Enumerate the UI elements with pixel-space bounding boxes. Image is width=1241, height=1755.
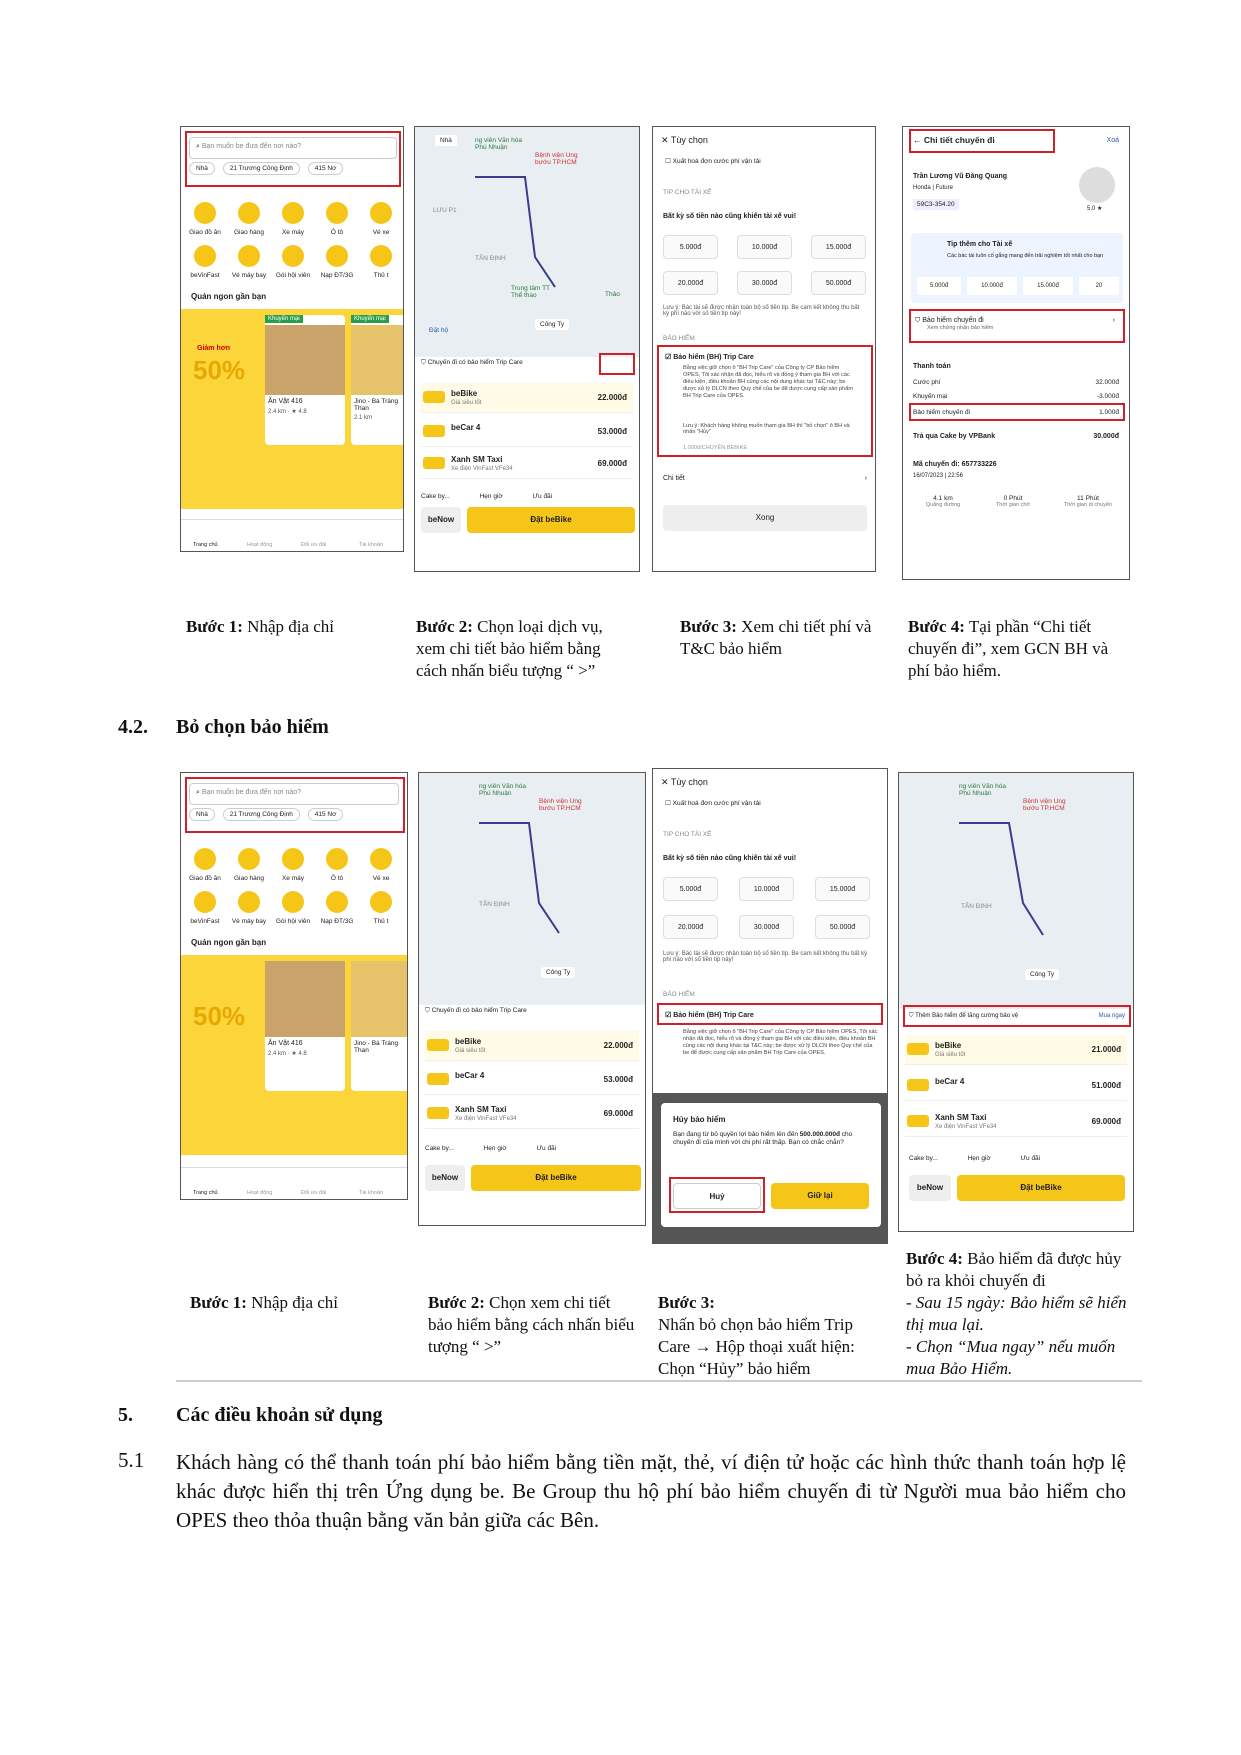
food-name-1: Ăn Vặt 416 (268, 398, 303, 405)
food-image-2 (351, 325, 404, 395)
options-screenshot-2: ✕ Tùy chọn ☐ Xuất hoá đơn cước phí vận tải TIP CHO TÀI XẾ Bất kỳ số tiền nào cũng khiến tài xế vui! 5.000đ 10.000đ 15.000đ 20.000đ 30.000đ 50.000đ Lưu ý: Bác tài sẽ được nhận toàn bộ số tiền tip. Be cam kết không thu bất kỳ phí nào với số tiền tip này! BẢO HIỂM ☑ Bảo hiểm (BH) Trip Care Bằng việc giữ chọn ô "BH Trip Care" của Công ty CP Bảo hiểm OPES, Tôi xác nhận đã đọc, hiểu rõ và đồng ý tham gia BH với các điều kiện, điều khoản BH cùng các nội dung khác tại T&C này; be được xử lý DLCN theo Quy chế của be để được cung cấp sản phẩm BH Trip Care của OPES. Hủy bảo hiểm Bạn đang từ bỏ quyền lợi bảo hiểm lên đến 500.000.000đ cho chuyến đi của mình với chi phí rất thấp. Bạn có chắc chắn? Huỷ Giữ lại (652, 768, 888, 1244)
quick-address-2[interactable]: 415 Nơ (308, 162, 344, 175)
becar-icon (423, 425, 445, 437)
trip-code: Mã chuyến đi: 657733226 (913, 461, 997, 468)
bebike-icon (427, 1039, 449, 1051)
pay-header: Thanh toán (913, 363, 951, 370)
plane-icon (238, 245, 260, 267)
bike-icon (282, 848, 304, 870)
map-place-1: ng viên Văn hóa Phú Nhuận (475, 137, 522, 151)
food-meta-2: 2.1 km (354, 415, 373, 421)
food-card-2[interactable] (351, 315, 404, 445)
book-button[interactable]: Đặt beBike (467, 507, 635, 533)
food-card-4[interactable]: Jino - Bá Tráng Than (351, 961, 408, 1091)
ins-text: Bằng việc giữ chọn ô "BH Trip Care" của Công ty CP Bảo hiểm OPES, Tôi xác nhận đã đọc, hiểu rõ và đồng ý tham gia BH với các điều kiện, điều khoản BH cùng các nội dung khác tại T&C này; be được xử lý DLCN theo Quy chế của be để được cung cấp sản phẩm BH Trip Care của OPES. (683, 365, 853, 399)
service-row-taxi-2[interactable]: Xanh SM Taxi Xe điện VinFast VFe34 69.000đ (425, 1099, 639, 1129)
dialog-keep-button[interactable]: Giữ lại (771, 1183, 869, 1209)
shield-icon: ⛉ (421, 359, 426, 366)
service-vinfast[interactable]: beVinFast (185, 245, 225, 279)
divider (176, 1380, 1142, 1382)
booking-screenshot-3 (898, 772, 1134, 1232)
more-icon (370, 245, 392, 267)
trip-detail-screenshot (902, 126, 1130, 580)
chevron-right-icon: › (1112, 317, 1115, 324)
filter-schedule[interactable]: Hẹn giờ (479, 493, 503, 500)
taxi-icon (423, 457, 445, 469)
tip-30000[interactable]: 30.000đ (737, 271, 792, 295)
detail-link[interactable]: Chi tiết › (663, 475, 867, 482)
promo-tag: Khuyến mại (265, 315, 303, 323)
promo-small: Giảm hơn (197, 345, 230, 352)
nearby-title[interactable]: Quán ngon gần bạn (191, 292, 267, 301)
map-home-chip[interactable]: Nhà (435, 135, 457, 146)
buy-now-link[interactable]: Mua ngay (1098, 1013, 1125, 1019)
section-4-2-number: 4.2. (118, 716, 148, 738)
quick-places-2: Nhà 21 Trương Công Định 415 Nơ (189, 811, 401, 818)
more-icon (370, 891, 392, 913)
service-flight[interactable]: Vé máy bay (229, 245, 269, 279)
insurance-line[interactable]: ⛉ Chuyến đi có bảo hiểm Trip Care (421, 359, 523, 366)
service-bike[interactable]: Xe máy (273, 202, 313, 236)
trip-insurance[interactable]: ⛉ Bảo hiểm chuyến đi › Xem chứng nhận bảo hiểm (915, 317, 1115, 331)
bebike-icon (907, 1043, 929, 1055)
map-view[interactable] (415, 127, 640, 357)
highlight-search (185, 131, 401, 187)
trip-ins-sub: Xem chứng nhận bảo hiểm (927, 325, 994, 331)
step4-bullet-1: - Sau 15 ngày: Bảo hiểm sẽ hiển thị mua lại. (906, 1293, 1127, 1334)
nav-activity[interactable]: Hoạt động (247, 542, 273, 548)
map-view-3[interactable]: ng viên Văn hóa Phú Nhuận Bệnh viện Ung bướu TP.HCM TÂN ĐỊNH Công Ty (899, 773, 1134, 1009)
food-meta-1: 2.4 km · ★ 4.8 (268, 409, 307, 415)
plane-icon (238, 891, 260, 913)
service-row-becar-3[interactable]: beCar 4 51.000đ (905, 1071, 1127, 1101)
route-line (415, 127, 640, 357)
taxi-icon (427, 1107, 449, 1119)
quick-home[interactable]: Nhà (189, 162, 215, 175)
dialog-text: Bạn đang từ bỏ quyền lợi bảo hiểm lên đến 500.000.000đ cho chuyến đi của mình với chi phí rất thấp. Bạn có chắc chắn? (673, 1131, 853, 1146)
tip-15000[interactable]: 15.000đ (811, 235, 866, 259)
food-card-3[interactable]: Ăn Vặt 416 2.4 km · ★ 4.8 (265, 961, 345, 1091)
route-line-3 (899, 773, 1134, 1009)
delivery-icon (238, 848, 260, 870)
ins-note: Lưu ý: Khách hàng không muốn tham gia BH thì "bỏ chọn" ô BH và nhấn "Hủy" (683, 423, 850, 435)
shield-icon: ⛉ (425, 1007, 430, 1014)
vinfast-icon (194, 245, 216, 267)
back-arrow-icon[interactable]: ← (913, 135, 922, 145)
plate: 59C3-354.20 (913, 199, 959, 210)
bebike-icon (423, 391, 445, 403)
service-row-bebike-3[interactable]: beBike Giá siêu tốt 21.000đ (905, 1035, 1127, 1065)
service-car-2[interactable]: Ô tô (317, 848, 357, 882)
service-delivery[interactable]: Giao hàng (229, 202, 269, 236)
service-food-2[interactable]: Giao đồ ăn (185, 848, 225, 882)
booking-screenshot-1 (414, 126, 640, 572)
search-placeholder: Bạn muốn be đưa đến nơi nào? (201, 143, 302, 150)
driver-name: Trần Lương Vũ Đăng Quang (913, 173, 1008, 180)
tip-30000-2[interactable]: 30.000đ (739, 915, 794, 939)
service-food[interactable]: Giao đồ ăn (185, 202, 225, 236)
map-place-3: Trung tâm TT Thể thao (511, 285, 550, 299)
filter-bar (421, 493, 635, 500)
highlight-cancel (669, 1177, 765, 1213)
search-box-2[interactable]: ⌕ Bạn muốn be đưa đến nơi nào? (189, 783, 399, 805)
map-view-2[interactable]: ng viên Văn hóa Phú Nhuận Bệnh viện Ung bướu TP.HCM TÂN ĐỊNH Công Ty (419, 773, 646, 1005)
vehicle: Honda | Future (913, 185, 953, 191)
tip-header: TIP CHO TÀI XẾ (663, 189, 712, 196)
search-icon: ⌕ (196, 143, 200, 150)
food-icon (194, 848, 216, 870)
highlight-search-2 (185, 777, 405, 833)
caption-r1-step3: Bước 3: Xem chi tiết phí và T&C bảo hiểm (680, 617, 872, 658)
filter-promo[interactable]: Ưu đãi (532, 493, 553, 500)
benow-button-2[interactable]: beNow (425, 1165, 465, 1191)
bike-icon (282, 202, 304, 224)
dialog-cancel-button[interactable]: Huỷ (673, 1183, 761, 1209)
service-more[interactable]: Thủ t (361, 245, 401, 279)
service-membership[interactable]: Gói hội viên (273, 245, 313, 279)
caption-r2-step3: Bước 3: Nhấn bỏ chọn bảo hiểm Trip Care → Hộp thoại xuất hiện: Chọn “Hủy” bảo hiểm (658, 1293, 855, 1378)
caption-r1-step1: Bước 1: Nhập địa chỉ (186, 617, 335, 636)
tip-5000[interactable]: 5.000đ (663, 235, 718, 259)
done-button[interactable]: Xong (663, 505, 867, 531)
highlight-chevron (599, 353, 635, 375)
benow-button[interactable]: beNow (421, 507, 461, 533)
highlight-ins-option (657, 1003, 883, 1025)
topup-icon (326, 245, 348, 267)
service-topup[interactable]: Nạp ĐT/3G (317, 245, 357, 279)
caption-r1-step4: Bước 4: Tại phần “Chi tiết chuyến đi”, xem GCN BH và phí bảo hiểm. (908, 617, 1109, 680)
shield-icon: ⛉ (909, 1013, 914, 1019)
section-5-title: Các điều khoản sử dụng (176, 1404, 383, 1426)
becar-icon (907, 1079, 929, 1091)
invoice-option-2[interactable]: ☐ Xuất hoá đơn cước phí vận tải (665, 800, 761, 807)
tip-desc: Các bác tài luôn cố gắng mang đến trải nghiệm tốt nhất cho bạn (947, 253, 1104, 259)
tip-card (911, 233, 1123, 303)
booking-screenshot-2 (418, 772, 646, 1226)
fare-row: Cước phí 32.000đ (913, 379, 1119, 386)
filter-payment[interactable]: Cake by... (421, 493, 450, 500)
search-icon: ⌕ (196, 789, 200, 796)
shield-icon: ⛉ (915, 317, 921, 324)
chevron-right-icon: › (864, 475, 867, 482)
bus-icon (370, 202, 392, 224)
service-bus[interactable]: Vé xe (361, 202, 401, 236)
caption-r1-step2: Bước 2: Chọn loại dịch vụ, xem chi tiết bảo hiểm bằng cách nhấn biểu tượng “ >” (416, 617, 603, 680)
service-topup-2[interactable]: Nạp ĐT/3G (317, 891, 357, 925)
trip-header: ← Chi tiết chuyến đi (913, 135, 995, 145)
tip-20000[interactable]: 20.000đ (663, 271, 718, 295)
caption-r2-step4: Bước 4: Bảo hiểm đã được hủy bỏ ra khỏi chuyến đi - Sau 15 ngày: Bảo hiểm sẽ hiển thị mua lại. - Chọn “Mua ngay” nếu muốn mua Bảo Hiểm. (906, 1248, 1136, 1380)
highlight-trip-ins (909, 309, 1125, 343)
nav-rewards[interactable]: Đổi ưu đãi (301, 542, 327, 548)
filter-bar-2: Cake by... Hẹn giờ Ưu đãi (425, 1145, 557, 1152)
tip-20000-2[interactable]: 20.000đ (663, 915, 718, 939)
home-screenshot-1 (180, 126, 404, 552)
trip-stat-2: 0 Phút Thời gian chờ (995, 495, 1031, 508)
map-pickup[interactable]: Đặt hộ (429, 327, 449, 334)
quick-address[interactable]: 21 Trương Công Định (223, 162, 300, 175)
car-icon (326, 848, 348, 870)
service-row-bebike[interactable]: beBike Giá siêu tốt 22.000đ (421, 383, 633, 413)
bottom-nav (181, 519, 404, 552)
service-flight-2[interactable]: Vé máy bay (229, 891, 269, 925)
service-row-bebike-2[interactable]: beBike Giá siêu tốt 22.000đ (425, 1031, 639, 1061)
caption-r2-step1: Bước 1: Nhập địa chỉ (190, 1293, 339, 1312)
highlight-ins-fee (909, 403, 1125, 421)
vinfast-icon (194, 891, 216, 913)
tip-50000[interactable]: 50.000đ (811, 271, 866, 295)
map-place-2: Bệnh viện Ung bướu TP.HCM (535, 152, 578, 166)
close-icon[interactable]: ✕ (661, 777, 669, 787)
car-icon (326, 202, 348, 224)
becar-icon (427, 1073, 449, 1085)
food-icon (194, 202, 216, 224)
trip-tip-1[interactable]: 5.000đ (917, 277, 961, 295)
home-screenshot-2 (180, 772, 408, 1200)
step4-bullet-2: - Chọn “Mua ngay” nếu muốn mua Bảo Hiểm. (906, 1337, 1116, 1378)
service-membership-2[interactable]: Gói hội viên (273, 891, 313, 925)
paragraph-5-1-number: 5.1 (118, 1448, 145, 1472)
dialog-title: Hủy bảo hiểm (673, 1115, 726, 1124)
add-insurance-line: ⛉ Thêm Bảo hiểm để tăng cường bảo vệ Mua ngay (909, 1013, 1125, 1019)
tip-title: Tip thêm cho Tài xế (947, 241, 1013, 248)
trip-date: 16/07/2023 | 22:56 (913, 473, 963, 479)
benow-button-3[interactable]: beNow (909, 1175, 951, 1201)
membership-icon (282, 891, 304, 913)
nearby-title-2[interactable]: Quán ngon gần bạn (191, 938, 267, 947)
paid-row: Trả qua Cake by VPBank 30.000đ (913, 433, 1119, 440)
section-5-number: 5. (118, 1404, 133, 1426)
bus-icon (370, 848, 392, 870)
trip-tip-2[interactable]: 10.000đ (967, 277, 1017, 295)
map-district-1: LƯU P1 (433, 207, 457, 214)
ins-price: 1.000đ/CHUYẾN BEBIKE (683, 445, 748, 451)
service-row-taxi-3[interactable]: Xanh SM Taxi Xe điện VinFast VFe34 69.000đ (905, 1107, 1127, 1137)
service-more-2[interactable]: Thủ t (361, 891, 401, 925)
food-name-2: Jino - Bá Tráng Than (354, 398, 399, 412)
paragraph-5-1: Khách hàng có thể thanh toán phí bảo hiểm bằng tiền mặt, thẻ, ví điện tử hoặc các hình thức thanh toán hợp lệ khác được hiển thị trên Ứng dụng be. Be Group thu hộ phí bảo hiểm chuyến đi từ Người mua bảo hiểm cho OPES theo thỏa thuận bằng văn bản giữa các Bên. (176, 1450, 1126, 1532)
cancel-dialog (661, 1103, 881, 1227)
food-image-3 (265, 961, 345, 1037)
trip-stat-3: 11 Phút Thời gian di chuyển (1063, 495, 1113, 508)
nav-home[interactable]: Trang chủ (193, 542, 218, 548)
trip-tip-4[interactable]: 20 (1079, 277, 1119, 295)
filter-bar-3: Cake by... Hẹn giờ Ưu đãi (909, 1155, 1041, 1162)
section-4-2-title: Bỏ chọn bảo hiểm (176, 716, 329, 738)
service-row-becar[interactable]: beCar 4 53.000đ (421, 417, 633, 447)
service-vinfast-2[interactable]: beVinFast (185, 891, 225, 925)
trip-tip-3[interactable]: 15.000đ (1023, 277, 1073, 295)
caption-r2-step2: Bước 2: Chọn xem chi tiết bảo hiểm bằng cách nhấn biểu tượng “ >” (428, 1293, 635, 1356)
promo-row: Khuyến mại -3.000đ (913, 393, 1119, 400)
promo-big-2: 50% (193, 1001, 246, 1031)
delivery-icon (238, 202, 260, 224)
close-icon[interactable]: ✕ (661, 135, 669, 145)
ins-option-2[interactable]: ☑ Bảo hiểm (BH) Trip Care (665, 1012, 754, 1019)
service-bus-2[interactable]: Vé xe (361, 848, 401, 882)
promo-big: 50% (193, 355, 246, 385)
tip-10000[interactable]: 10.000đ (737, 235, 792, 259)
service-bike-2[interactable]: Xe máy (273, 848, 313, 882)
tip-5000-2[interactable]: 5.000đ (663, 877, 718, 901)
ins-fee-row: Bảo hiểm chuyến đi 1.000đ (913, 409, 1119, 416)
ins-option[interactable]: ☑ Bảo hiểm (BH) Trip Care (665, 354, 754, 361)
tip-15000-2[interactable]: 15.000đ (815, 877, 870, 901)
highlight-trip-title (909, 129, 1055, 153)
ins-header: BẢO HIỂM (663, 335, 695, 342)
tip-10000-2[interactable]: 10.000đ (739, 877, 794, 901)
service-car[interactable]: Ô tô (317, 202, 357, 236)
highlight-buy-now (903, 1005, 1131, 1027)
bottom-nav-2: Trang chủ Hoạt động Đổi ưu đãi Tài khoản (181, 1167, 408, 1200)
promo-tag-2: Khuyến mại (351, 315, 389, 323)
route-line-2 (419, 773, 646, 1005)
service-row-taxi[interactable]: Xanh SM Taxi Xe điện VinFast VFe34 69.000đ (421, 449, 633, 479)
avatar (1079, 167, 1115, 203)
membership-icon (282, 245, 304, 267)
delete-link[interactable]: Xoá (1106, 137, 1119, 144)
tip-text: Bất kỳ số tiền nào cũng khiến tài xế vui! (663, 213, 797, 220)
service-row-becar-2[interactable]: beCar 4 53.000đ (425, 1065, 639, 1095)
food-image-1 (265, 325, 345, 395)
nav-account[interactable]: Tài khoản (359, 542, 384, 548)
book-button-3[interactable]: Đặt beBike (957, 1175, 1125, 1201)
tip-50000-2[interactable]: 50.000đ (815, 915, 870, 939)
service-delivery-2[interactable]: Giao hàng (229, 848, 269, 882)
taxi-icon (907, 1115, 929, 1127)
map-tao: Thảo (605, 291, 620, 298)
highlight-insurance (657, 345, 873, 457)
invoice-option[interactable]: ☐ Xuất hoá đơn cước phí vận tải (665, 158, 761, 165)
topup-icon (326, 891, 348, 913)
map-district-2: TÂN ĐỊNH (475, 255, 506, 262)
map-company-chip[interactable]: Công Ty (535, 319, 569, 330)
insurance-line-2[interactable]: ⛉ Chuyến đi có bảo hiểm Trip Care (425, 1007, 527, 1014)
rating: 5.0 ★ (1087, 206, 1103, 212)
options-header: ✕ Tùy chọn (661, 135, 708, 145)
trip-stat-1: 4.1 km Quãng đường (925, 495, 961, 508)
options-screenshot-1 (652, 126, 876, 572)
tip-note: Lưu ý: Bác tài sẽ được nhận toàn bộ số tiền tip. Be cam kết không thu bất kỳ phí nào với số tiền tip này! (663, 305, 860, 317)
book-button-2[interactable]: Đặt beBike (471, 1165, 641, 1191)
food-image-4 (351, 961, 408, 1037)
food-card-1[interactable] (265, 315, 345, 445)
